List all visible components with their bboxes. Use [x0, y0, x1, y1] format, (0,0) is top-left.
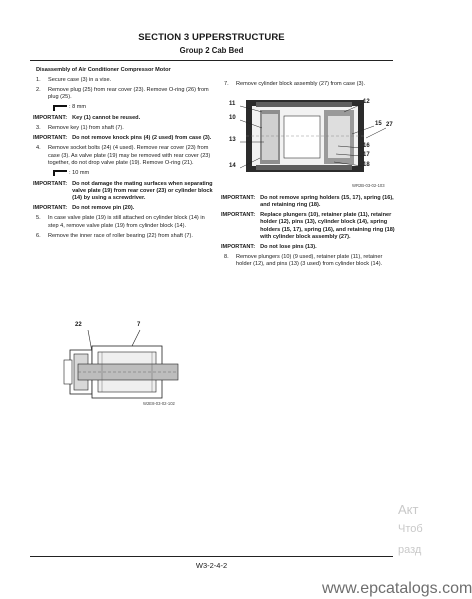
wrench-spec-10mm: [53, 170, 213, 177]
step-number: 6.: [36, 232, 41, 239]
step-3: [33, 125, 213, 132]
step-text: Secure case (3) in a vise.: [48, 77, 112, 83]
step-number: 8.: [224, 253, 229, 260]
step-number: 7.: [224, 81, 229, 87]
step-4: [33, 145, 213, 167]
important-label: IMPORTANT:: [221, 243, 256, 250]
step-number: 5.: [36, 215, 41, 222]
step-5: [33, 215, 213, 229]
important-label: IMPORTANT:: [33, 181, 68, 188]
step-number: 3.: [36, 125, 41, 132]
step-7: [221, 81, 397, 88]
callout-label: 7: [137, 322, 141, 328]
wrench-size: : 8 mm: [69, 104, 87, 111]
important-text: Do not remove pin (20).: [72, 205, 135, 212]
step-text: Remove socket bolts (24) (4 used). Remove rear cover (23) from case (3). As valve plate (19) may be removed with rear cover (23) together, do not drop valve plate (19). Remove O-ring (21).: [48, 145, 211, 166]
important-text: Key (1) cannot be reused.: [72, 115, 141, 122]
wrench-icon: [53, 105, 67, 111]
procedure-heading: Disassembly of Air Conditioner Compressor Motor: [36, 67, 171, 73]
figure-cylinder-block: [226, 94, 396, 180]
important-text: Do not lose pins (13).: [260, 243, 317, 250]
figure-code: W2E8-03-02-102: [143, 401, 175, 406]
callout-label: 14: [229, 163, 236, 169]
callout-label: 10: [229, 115, 236, 121]
step-1: [33, 77, 213, 84]
important-label: IMPORTANT:: [221, 195, 256, 201]
important-text: Do not remove spring holders (15, 17), spring (16), and retaining ring (18).: [260, 195, 394, 209]
step-number: 4.: [36, 145, 41, 152]
page-number: W3-2-4-2: [195, 561, 228, 570]
important-label: IMPORTANT:: [33, 115, 68, 122]
step-text: Remove key (1) from shaft (7).: [48, 125, 124, 132]
important-note: [221, 212, 397, 241]
step-number: 2.: [36, 87, 41, 93]
cylinder-block-drawing: [226, 94, 396, 180]
callout-label: 17: [363, 152, 370, 158]
wrench-icon: [53, 170, 67, 176]
important-note: [33, 205, 213, 212]
ghost-text: разд: [398, 544, 422, 556]
callout-label: 13: [229, 137, 236, 143]
figure-roller-bearing: [62, 320, 182, 410]
left-column: [33, 67, 213, 243]
important-text: Replace plungers (10), retainer plate (11), retainer holder (12), pins (13), cylinder block (14), spring holders (15, 17), spring (16), and retaining ring (18) with cylinder block assembly (27).: [260, 212, 395, 240]
callout-label: 12: [363, 99, 370, 105]
callout-label: 27: [386, 122, 393, 128]
callout-label: 16: [363, 143, 370, 149]
ghost-text: Чтоб: [398, 523, 423, 535]
step-2: [33, 87, 213, 101]
watermark: www.epcatalogs.com: [322, 580, 472, 597]
important-note: [221, 195, 397, 209]
step-text: In case valve plate (19) is still attached on cylinder block (14) in step 4, remove valve plate (19) from cylinder block (14).: [48, 215, 205, 229]
wrench-spec-8mm: [53, 104, 213, 111]
important-label: IMPORTANT:: [33, 135, 68, 142]
footer-divider: [30, 556, 393, 557]
wrench-size: : 10 mm: [69, 169, 90, 176]
ghost-text: Акт: [398, 502, 419, 517]
header-divider: [30, 60, 393, 61]
right-column-notes: [221, 195, 397, 271]
important-label: IMPORTANT:: [33, 205, 68, 212]
bearing-drawing: [62, 320, 182, 410]
callout-label: 22: [75, 322, 82, 328]
step-text: Remove cylinder block assembly (27) from case (3).: [236, 81, 366, 87]
step-text: Remove the inner race of roller bearing (22) from shaft (7).: [48, 232, 193, 239]
figure-code: WR2B-03-02-103: [352, 183, 385, 188]
section-title: SECTION 3 UPPERSTRUCTURE: [138, 32, 285, 43]
callout-label: 15: [375, 121, 382, 127]
important-note: [33, 135, 213, 142]
step-text: Remove plungers (10) (9 used), retainer plate (11), retainer holder (12), and pins (13) (3 used) from cylinder block (14).: [236, 253, 383, 268]
callout-label: 18: [363, 162, 370, 168]
step-text: Remove plug (25) from rear cover (23). Remove O-ring (26) from plug (25).: [48, 87, 209, 101]
step-number: 1.: [36, 77, 41, 83]
group-title: Group 2 Cab Bed: [179, 46, 244, 55]
important-note: [33, 181, 213, 203]
step-6: [33, 233, 213, 240]
step-8: [221, 254, 397, 268]
important-note: [221, 244, 397, 251]
callout-label: 11: [229, 101, 236, 107]
important-label: IMPORTANT:: [221, 212, 256, 219]
important-note: [33, 115, 213, 122]
important-text: Do not damage the mating surfaces when separating valve plate (19) from rear cover (23) or cylinder block (14) by using a screwdriver.: [72, 181, 213, 202]
important-text: Do not remove knock pins (4) (2 used) from case (3).: [72, 135, 212, 142]
